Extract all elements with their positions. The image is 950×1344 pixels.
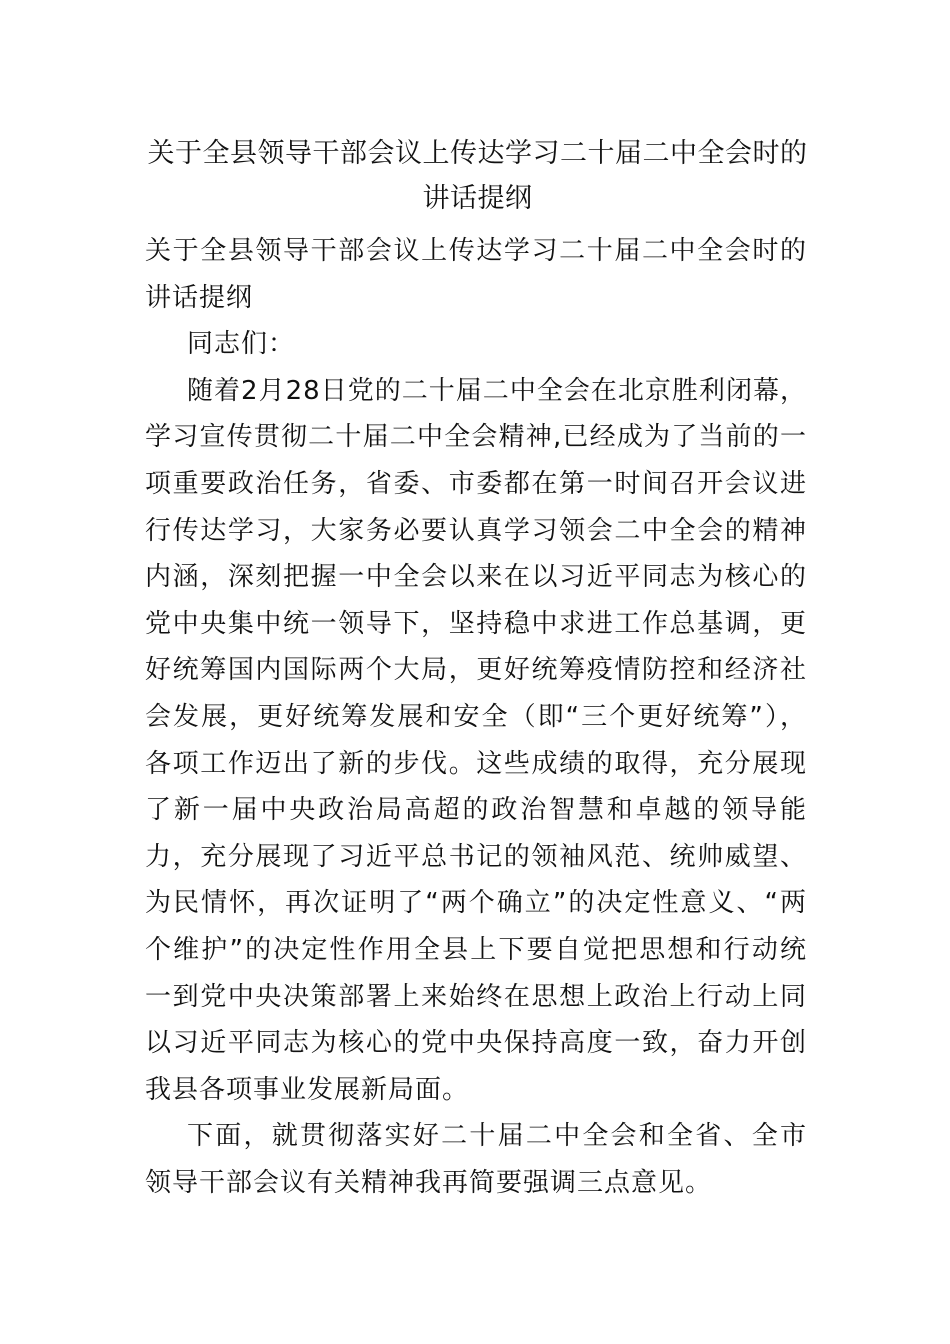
document-title: 关于全县领导干部会议上传达学习二十届二中全会时的讲话提纲 [147,138,808,214]
body-paragraph: 下面，就贯彻落实好二十届二中全会和全省、全市领导干部会议有关精神我再简要强调三点意见。 [145,1121,807,1198]
body-paragraph: 随着2月28日党的二十届二中全会在北京胜利闭幕，学习宣传贯彻二十届二中全会精神,已经成为了当前的一项重要政治任务，省委、市委都在第一时间召开会议进行传达学习，大家务必要认真学习领会二中全会的精神内涵，深刻把握一中全会以来在以习近平同志为核心的党中央集中统一领导下，坚持稳中求进工作总基调，更好统筹国内国际两个大局，更好统筹疫情防控和经济社会发展，更好统筹发展和安全（即“三个更好统筹”），各项工作迈出了新的步伐。这些成绩的取得，充分展现了新一届中央政治局高超的政治智慧和卓越的领导能力，充分展现了习近平总书记的领袖风范、统帅威望、为民情怀，再次证明了“两个确立”的决定性意义、“两个维护”的决定性作用全县上下要自觉把思想和行动统一到党中央决策部署上来始终在思想上政治上行动上同以习近平同志为核心的党中央保持高度一致，奋力开创我县各项事业发展新局面。 [145,375,807,1105]
salutation: 同志们： [187,329,296,360]
document-body [145,228,807,1206]
document-subtitle: 关于全县领导干部会议上传达学习二十届二中全会时的讲话提纲 [145,236,807,313]
